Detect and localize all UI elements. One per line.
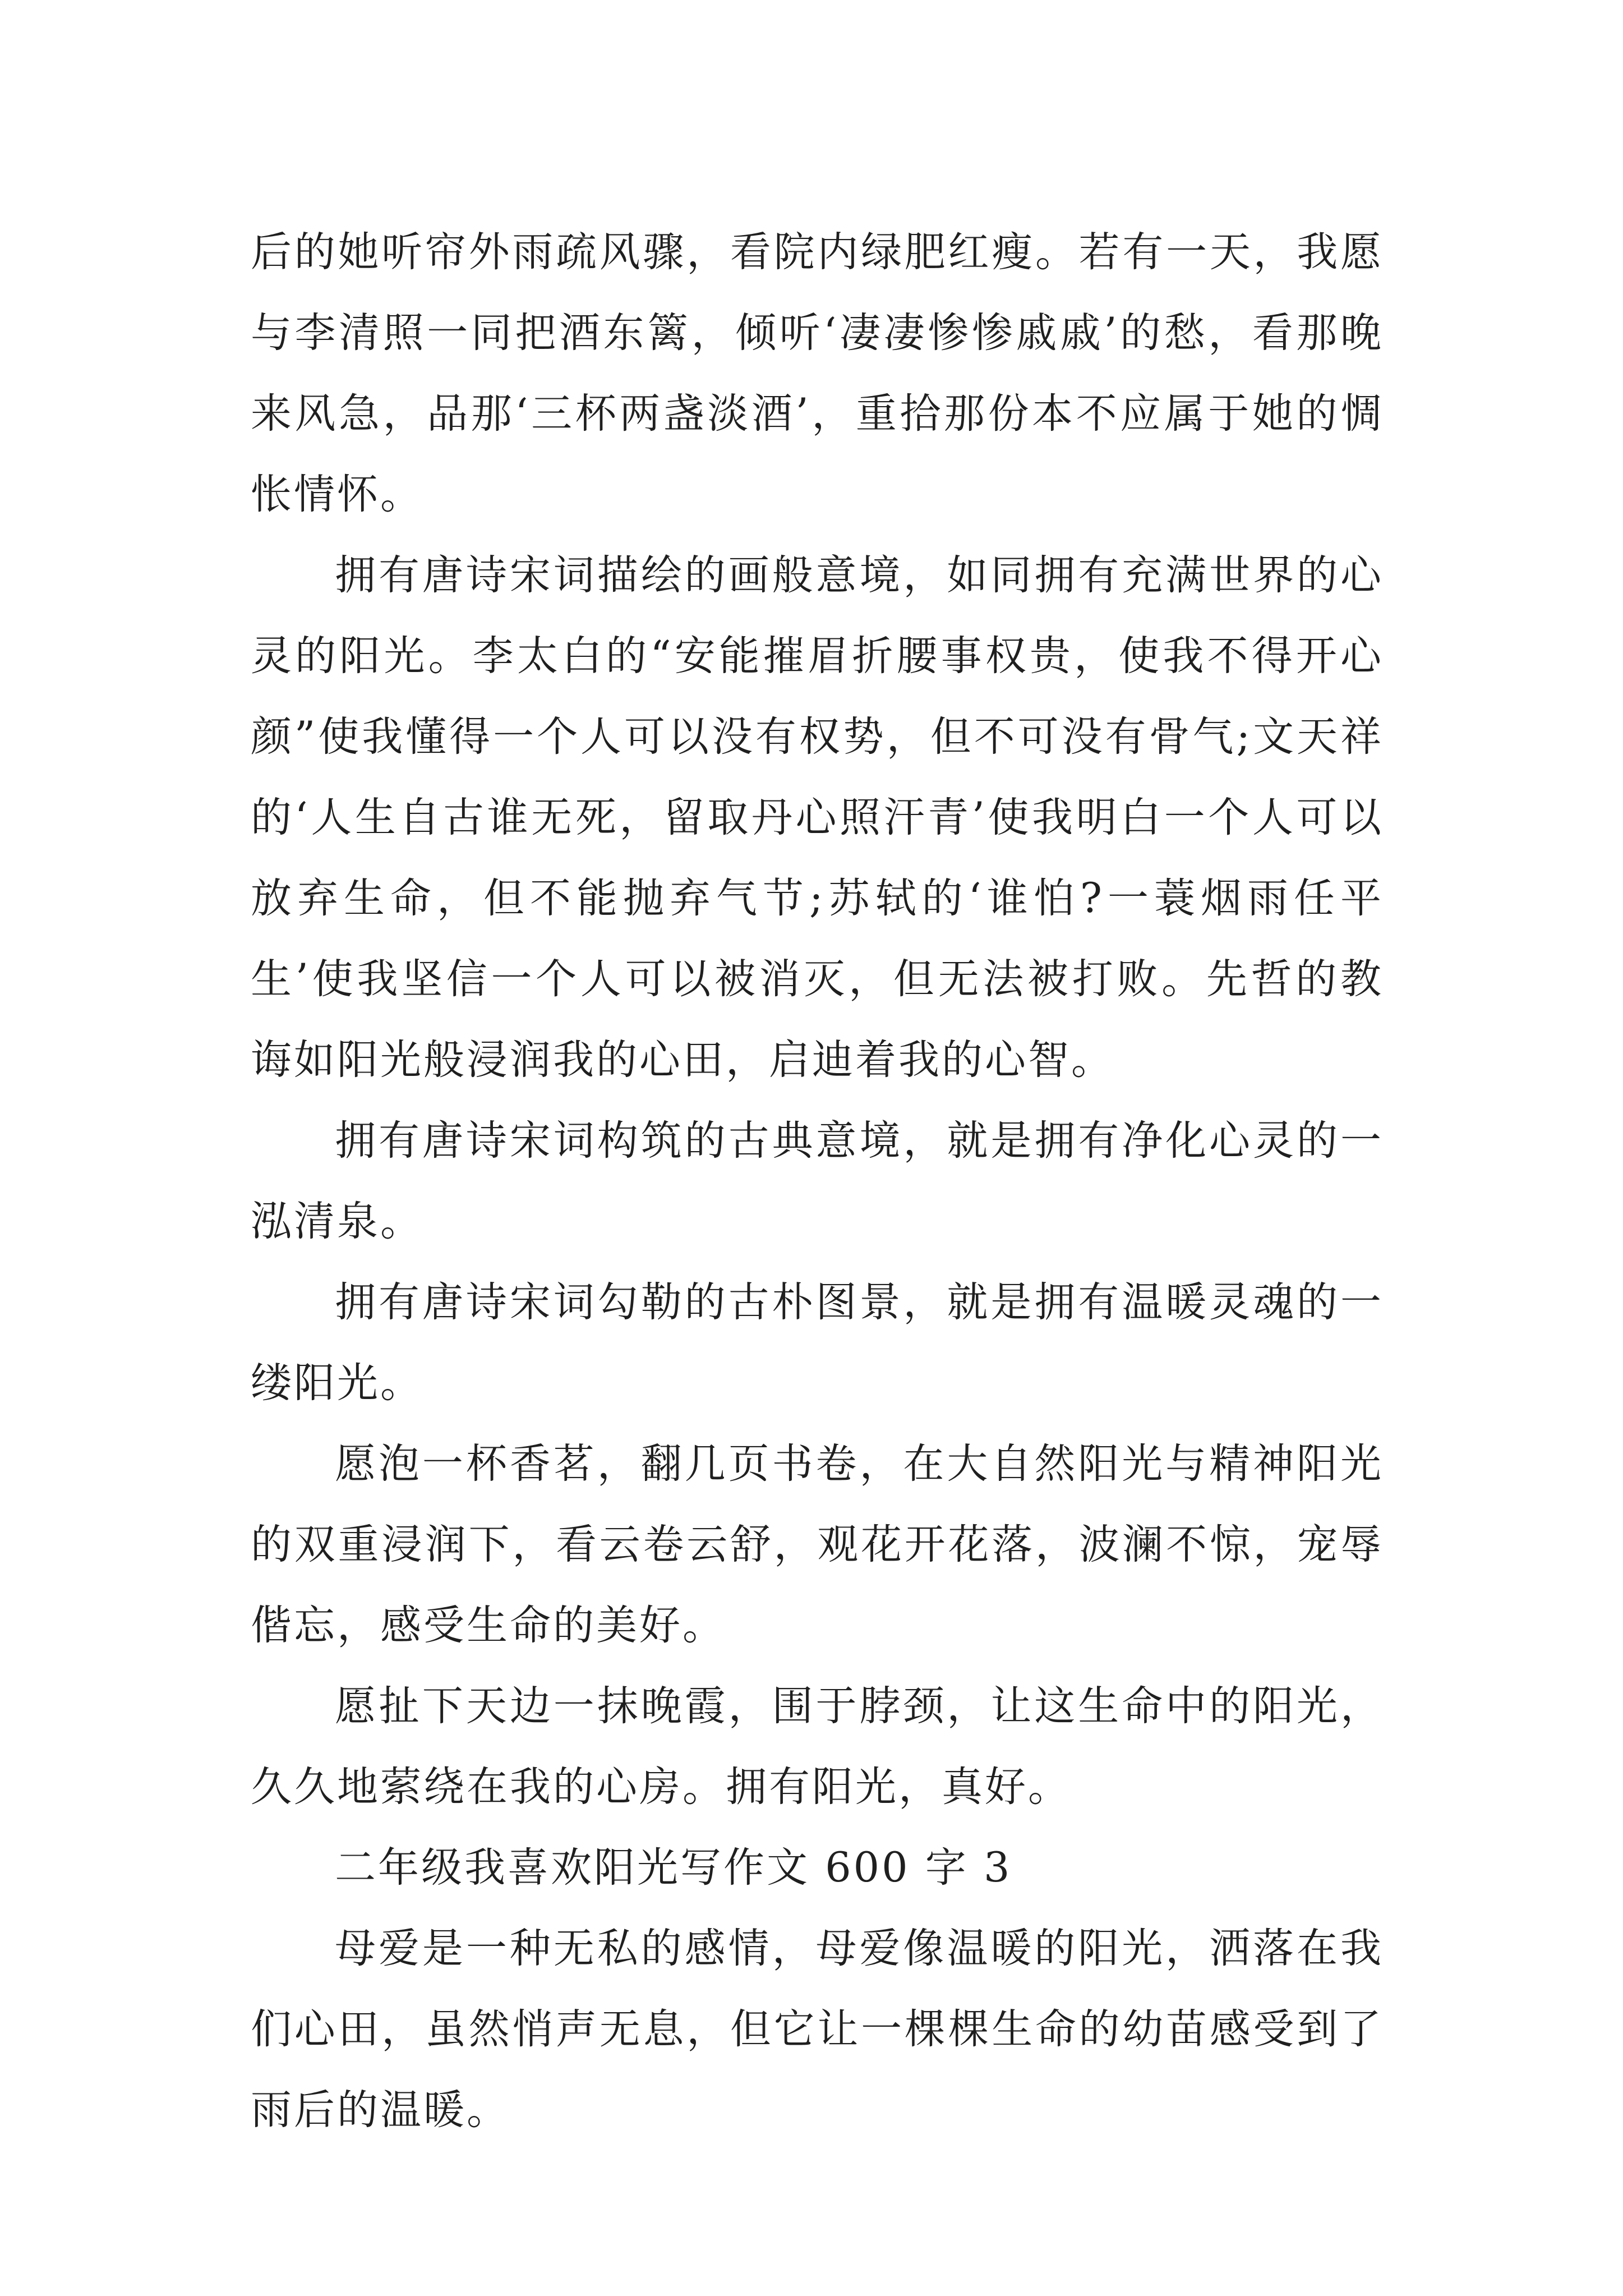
paragraph-2: 拥有唐诗宋词描绘的画般意境，如同拥有充满世界的心灵的阳光。李太白的“安能摧眉折腰事权贵，使我不得开心颜”使我懂得一个人可以没有权势，但不可没有骨气;文天祥的‘人生自古谁无死，留取丹心照汗青’使我明白一个人可以放弃生命，但不能抛弃气节;苏轼的‘谁怕?一蓑烟雨任平生’使我坚信一个人可以被消灭，但无法被打败。先哲的教诲如阳光般浸润我的心田，启迪着我的心智。 (251, 551, 1384, 1084)
paragraph-6: 愿扯下天边一抹晚霞，围于脖颈，让这生命中的阳光，久久地萦绕在我的心房。拥有阳光，真好。 (251, 1682, 1384, 1811)
paragraph-7: 母爱是一种无私的感情，母爱像温暖的阳光，洒落在我们心田，虽然悄声无息，但它让一棵棵生命的幼苗感受到了雨后的温暖。 (251, 1925, 1384, 2134)
paragraph-4: 拥有唐诗宋词勾勒的古朴图景，就是拥有温暖灵魂的一缕阳光。 (251, 1278, 1384, 1407)
paragraph-5: 愿泡一杯香茗，翻几页书卷，在大自然阳光与精神阳光的双重浸润下，看云卷云舒，观花开花落，波澜不惊，宠辱偕忘，感受生命的美好。 (251, 1440, 1384, 1649)
paragraph-1: 后的她听帘外雨疏风骤，看院内绿肥红瘦。若有一天，我愿与李清照一同把酒东篱，倾听‘凄凄惨惨戚戚’的愁，看那晚来风急，品那‘三杯两盏淡酒’，重拾那份本不应属于她的惆怅情怀。 (251, 228, 1384, 518)
document-body (251, 212, 1384, 2151)
paragraph-3: 拥有唐诗宋词构筑的古典意境，就是拥有净化心灵的一泓清泉。 (251, 1117, 1384, 1245)
section-heading: 二年级我喜欢阳光写作文 600 字 3 (335, 1844, 1012, 1892)
